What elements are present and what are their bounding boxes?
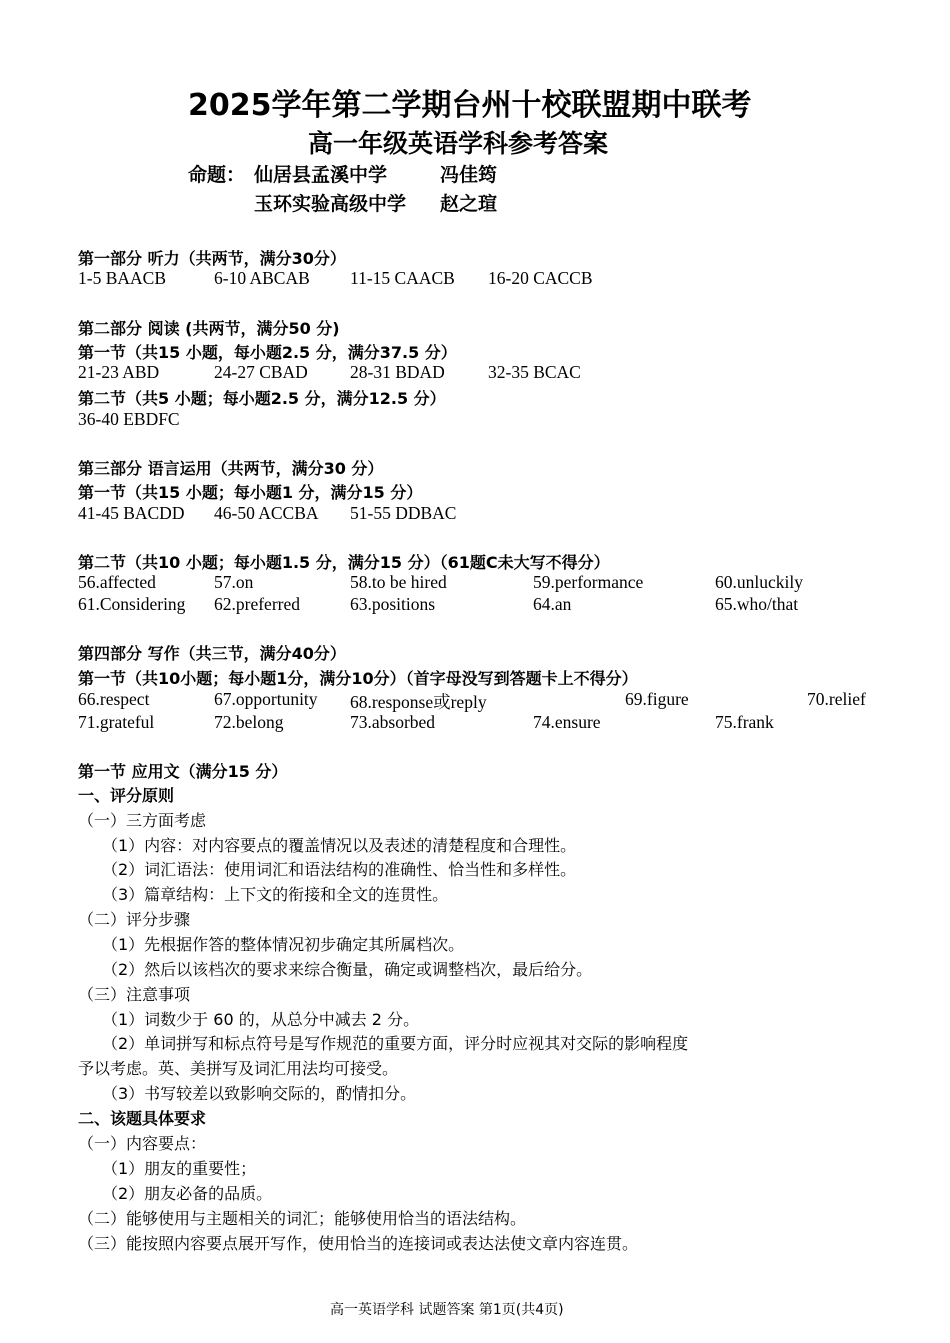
answer-item: 57.on [214, 572, 254, 592]
answer-group: 36-40 EBDFC [78, 409, 180, 429]
page-title: 2025学年第二学期台州十校联盟期中联考 [188, 88, 752, 123]
answer-item: 59.performance [533, 572, 644, 592]
answer-item: 72.belong [214, 712, 284, 732]
answer-item: 64.an [533, 594, 572, 614]
rubric-line: （1）内容：对内容要点的覆盖情况以及表述的清楚程度和合理性。 [102, 836, 577, 855]
rubric-line: （一）内容要点： [78, 1134, 207, 1153]
writing-heading: 第一节 应用文（满分15 分） [78, 762, 288, 781]
author2-name: 赵之瑄 [440, 193, 498, 215]
part3-heading: 第三部分 语言运用（共两节，满分30 分） [78, 459, 384, 478]
rubric-line: （3）书写较差以致影响交际的，酌情扣分。 [102, 1084, 417, 1103]
answer-item: 63.positions [350, 594, 436, 614]
part3-section1-heading: 第一节（共15 小题；每小题1 分，满分15 分） [78, 483, 423, 502]
rubric-principles-heading: 一、评分原则 [78, 786, 175, 805]
rubric-line: （1）朋友的重要性； [102, 1159, 257, 1178]
author-prefix: 命题： [188, 164, 246, 186]
answer-item: 68.response或reply [350, 692, 487, 712]
part2-section2-heading: 第二节（共5 小题；每小题2.5 分，满分12.5 分） [78, 389, 446, 408]
answer-item: 67.opportunity [214, 689, 318, 709]
answer-item: 66.respect [78, 689, 150, 709]
rubric-line: （三）能按照内容要点展开写作，使用恰当的连接词或表达法使文章内容连贯。 [78, 1234, 639, 1253]
answer-item: 62.preferred [214, 594, 300, 614]
rubric-line: 予以考虑。英、美拼写及词汇用法均可接受。 [78, 1059, 399, 1078]
page-subtitle: 高一年级英语学科参考答案 [308, 129, 609, 158]
answer-item: 65.who/that [715, 594, 799, 614]
part4-section1-heading: 第一节（共10小题；每小题1分，满分10分）（首字母没写到答题卡上不得分） [78, 669, 638, 688]
author2-school: 玉环实验高级中学 [254, 193, 407, 215]
rubric-line: （二）评分步骤 [78, 910, 191, 929]
rubric-line: （2）朋友必备的品质。 [102, 1184, 273, 1203]
answer-group: 1-5 BAACB [78, 268, 166, 288]
rubric-line: （2）词汇语法：使用词汇和语法结构的准确性、恰当性和多样性。 [102, 860, 577, 879]
answer-group: 24-27 CBAD [214, 362, 308, 382]
page-footer: 高一英语学科 试题答案 第1页(共4页) [330, 1302, 564, 1318]
part2-heading: 第二部分 阅读 (共两节，满分50 分) [78, 319, 340, 338]
answer-item: 56.affected [78, 572, 156, 592]
answer-group: 46-50 ACCBA [214, 503, 319, 523]
answer-item: 73.absorbed [350, 712, 436, 732]
rubric-line: （1）先根据作答的整体情况初步确定其所属档次。 [102, 935, 465, 954]
answer-group: 6-10 ABCAB [214, 268, 310, 288]
answer-group: 21-23 ABD [78, 362, 160, 382]
rubric-line: （2）然后以该档次的要求来综合衡量，确定或调整档次，最后给分。 [102, 960, 593, 979]
rubric-line: （三）注意事项 [78, 985, 191, 1004]
part2-section1-heading: 第一节（共15 小题，每小题2.5 分，满分37.5 分） [78, 343, 457, 362]
part3-section2-heading: 第二节（共10 小题；每小题1.5 分，满分15 分）（61题C未大写不得分） [78, 553, 610, 572]
answer-item: 58.to be hired [350, 572, 447, 592]
rubric-line: （二）能够使用与主题相关的词汇；能够使用恰当的语法结构。 [78, 1209, 527, 1228]
part4-heading: 第四部分 写作（共三节，满分40分） [78, 644, 346, 663]
answer-group: 28-31 BDAD [350, 362, 445, 382]
answer-item: 75.frank [715, 712, 774, 732]
answer-item: 61.Considering [78, 594, 186, 614]
answer-item: 71.grateful [78, 712, 155, 732]
rubric-line: （1）词数少于 60 的，从总分中减去 2 分。 [102, 1010, 420, 1029]
answer-group: 16-20 CACCB [488, 268, 593, 288]
part1-heading: 第一部分 听力（共两节，满分30分） [78, 249, 346, 268]
rubric-line: （一）三方面考虑 [78, 811, 207, 830]
answer-group: 51-55 DDBAC [350, 503, 457, 523]
rubric-line: （3）篇章结构：上下文的衔接和全文的连贯性。 [102, 885, 449, 904]
answer-item: 60.unluckily [715, 572, 803, 592]
answer-group: 11-15 CAACB [350, 268, 455, 288]
answer-item: 69.figure [625, 689, 689, 709]
answer-item: 70.relief [807, 689, 866, 709]
rubric-line: （2）单词拼写和标点符号是写作规范的重要方面，评分时应视其对交际的影响程度 [102, 1034, 689, 1053]
answer-group: 32-35 BCAC [488, 362, 581, 382]
answer-item: 74.ensure [533, 712, 601, 732]
rubric-requirements-heading: 二、该题具体要求 [78, 1109, 207, 1128]
answer-group: 41-45 BACDD [78, 503, 185, 523]
author1-school: 仙居县孟溪中学 [254, 164, 388, 186]
author1-name: 冯佳筠 [440, 164, 498, 186]
